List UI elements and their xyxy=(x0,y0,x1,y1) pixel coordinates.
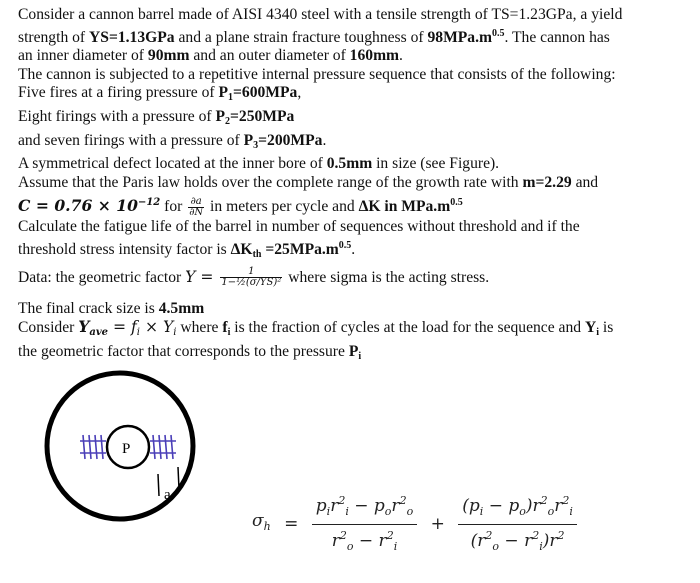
text-line-7: and seven firings with a pressure of $P_3=200MPa$. xyxy=(18,131,327,151)
text-line-6: Eight firings with a pressure of $P_2=250MPa$ xyxy=(18,107,295,127)
pressure-label: P xyxy=(122,441,131,457)
text-line-5: Five fires at a firing pressure of $P_1=600MPa$, xyxy=(18,84,302,104)
left-defect-marks xyxy=(80,435,106,459)
text-line-4: The cannon is subjected to a repetitive internal pressure sequence that consists of the following: xyxy=(18,65,616,83)
formula-term-2: $\frac{(p_i - p_o)r^2_or^2_i}{(r^2_o - r^2_i)r^2}$ xyxy=(458,492,577,556)
text-line-1: Consider a cannon barrel made of AISI 4340 steel with a tensile strength of TS=1.23GPa, a yield xyxy=(18,6,623,23)
outer-wall-circle xyxy=(47,373,193,519)
text-line-14: The final crack size is 4.5mm xyxy=(18,299,205,317)
geometric-factor-fraction: $\frac{1}{\text{1−½(σ/YS)²}}$ xyxy=(221,266,282,289)
text-line-16: the geometric factor that corresponds to the pressure $P_i$ xyxy=(18,342,362,362)
barrel-cross-section xyxy=(40,362,280,577)
text-line-8: A symmetrical defect located at the inner bore of 0.5mm in size (see Figure). xyxy=(18,155,500,173)
text-line-10: $C = 0.76 \times 10^{-12}$ for $\frac{\partial a}{\partial N}$ in meters per cycle and ΔK in $MPa.m^{0.5}$ xyxy=(18,196,463,219)
text-line-15: Consider $Y_{ave} = f_i \times Y_i$ where $f_i$ is the fraction of cycles at the load for the sequence and $Y_i$ is xyxy=(18,317,614,339)
crack-dim-left xyxy=(158,474,159,496)
formula-term-1: $p_ir^2_i - p_or^2_o$ $r^2_o - r^2_i$ xyxy=(312,492,417,556)
crack-label: a xyxy=(164,487,171,503)
problem-text xyxy=(18,6,690,366)
partial-derivative-fraction: $\frac{\partial a}{\partial N}$ xyxy=(189,196,204,219)
text-line-2: strength of YS=1.13GPa and a plane strain fracture toughness of $98MPa.m^{0.5}$. The cannon has xyxy=(18,27,610,46)
text-line-13: Data: the geometric factor Y = $\frac{1}{\text{1−½(σ/YS)²}}$ where sigma is the acting stress. xyxy=(18,266,490,289)
cannon-figure xyxy=(40,362,680,577)
crack-dim-right xyxy=(178,467,179,489)
right-defect-marks xyxy=(150,435,176,459)
formula-lhs: $\sigma_h$ xyxy=(252,510,271,533)
text-line-9: Assume that the Paris law holds over the complete range of the growth rate with m=2.29 and xyxy=(18,173,599,191)
text-line-11: Calculate the fatigue life of the barrel in number of sequences without threshold and if the xyxy=(18,218,580,236)
hoop-stress-formula: $\sigma_h$ = $p_ir^2_i - p_or^2_o$ $r^2_o - r^2_i$ + $\frac{(p_i - p_o)r^2_or^2_i}{(r^2_o - r^2_i)r^2}$ xyxy=(252,492,577,556)
text-line-12: threshold stress intensity factor is $\Delta K_{th} =25MPa.m^{0.5}$. xyxy=(18,239,356,260)
text-line-3: an inner diameter of 90mm and an outer diameter of 160mm. xyxy=(18,47,403,65)
